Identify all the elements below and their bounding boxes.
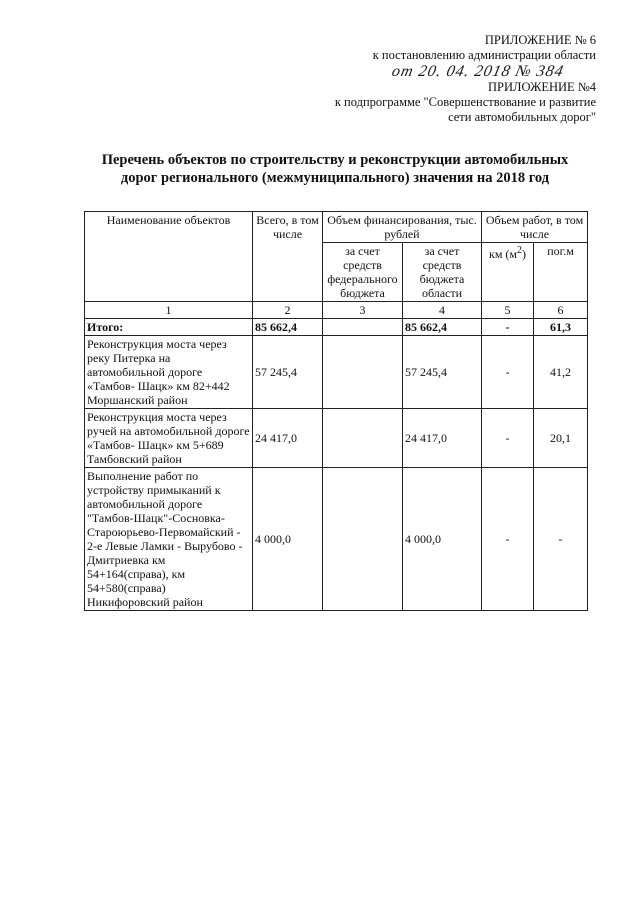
object-total: 24 417,0 <box>253 409 323 468</box>
object-pogm: - <box>534 468 588 611</box>
objects-table <box>84 211 588 611</box>
table-row <box>85 409 588 468</box>
appendix-6-label: ПРИЛОЖЕНИЕ № 6 <box>484 33 596 47</box>
total-amount: 85 662,4 <box>253 319 323 336</box>
subprogram-line-1: к подпрограмме "Совершенствование и развитие <box>334 95 596 109</box>
object-name: Реконструкция моста через ручей на автомобильной дороге «Тамбов- Шацк» км 5+689 Тамбовский район <box>85 409 253 468</box>
col-number: 2 <box>253 302 323 319</box>
total-row <box>85 319 588 336</box>
object-federal <box>323 409 403 468</box>
header-works: Объем работ, в том числе <box>482 212 588 243</box>
total-regional: 85 662,4 <box>403 319 482 336</box>
appendix-4-label: ПРИЛОЖЕНИЕ №4 <box>487 80 596 94</box>
appendix-6-header <box>373 33 596 63</box>
total-federal <box>323 319 403 336</box>
header-total: Всего, в том числе <box>253 212 323 302</box>
col-number: 3 <box>323 302 403 319</box>
object-regional: 24 417,0 <box>403 409 482 468</box>
object-km: - <box>482 336 534 409</box>
appendix-4-header <box>335 80 596 125</box>
col-number: 6 <box>534 302 588 319</box>
col-number: 4 <box>403 302 482 319</box>
total-label: Итого: <box>85 319 253 336</box>
total-pogm: 61,3 <box>534 319 588 336</box>
table-row <box>85 336 588 409</box>
object-km: - <box>482 468 534 611</box>
object-regional: 4 000,0 <box>403 468 482 611</box>
object-km: - <box>482 409 534 468</box>
document-title <box>70 151 600 187</box>
header-financing: Объем финансирования, тыс. рублей <box>323 212 482 243</box>
object-pogm: 20,1 <box>534 409 588 468</box>
object-name: Реконструкция моста через реку Питерка на автомобильной дороге «Тамбов- Шацк» км 82+442 Моршанский район <box>85 336 253 409</box>
header-federal: за счет средств федерального бюджета <box>323 243 403 302</box>
decree-reference: к постановлению администрации области <box>372 48 596 62</box>
col-number: 1 <box>85 302 253 319</box>
object-pogm: 41,2 <box>534 336 588 409</box>
subprogram-line-2: сети автомобильных дорог" <box>448 110 596 124</box>
title-line-1: Перечень объектов по строительству и реконструкции автомобильных <box>101 152 569 168</box>
total-km: - <box>482 319 534 336</box>
table-row <box>85 468 588 611</box>
object-total: 57 245,4 <box>253 336 323 409</box>
header-row-1 <box>85 212 588 243</box>
object-name: Выполнение работ по устройству примыканий к автомобильной дороге "Тамбов-Шацк"-Сосновка-Староюрьево-Первомайский - 2-е Левые Ламки - Вырубово - Дмитриевка км 54+164(справа), км 54+580(справа) Никифоровский район <box>85 468 253 611</box>
header-pogm: пог.м <box>534 243 588 302</box>
object-federal <box>323 468 403 611</box>
column-number-row <box>85 302 588 319</box>
handwritten-date: от 20. 04. 2018 № 384 <box>390 63 566 80</box>
header-name: Наименование объектов <box>85 212 253 302</box>
object-regional: 57 245,4 <box>403 336 482 409</box>
col-number: 5 <box>482 302 534 319</box>
header-km: км $(м^2)$ <box>482 243 534 302</box>
object-federal <box>323 336 403 409</box>
title-line-2: дорог регионального (межмуниципального) значения на 2018 год <box>120 170 550 186</box>
header-regional: за счет средств бюджета области <box>403 243 482 302</box>
object-total: 4 000,0 <box>253 468 323 611</box>
